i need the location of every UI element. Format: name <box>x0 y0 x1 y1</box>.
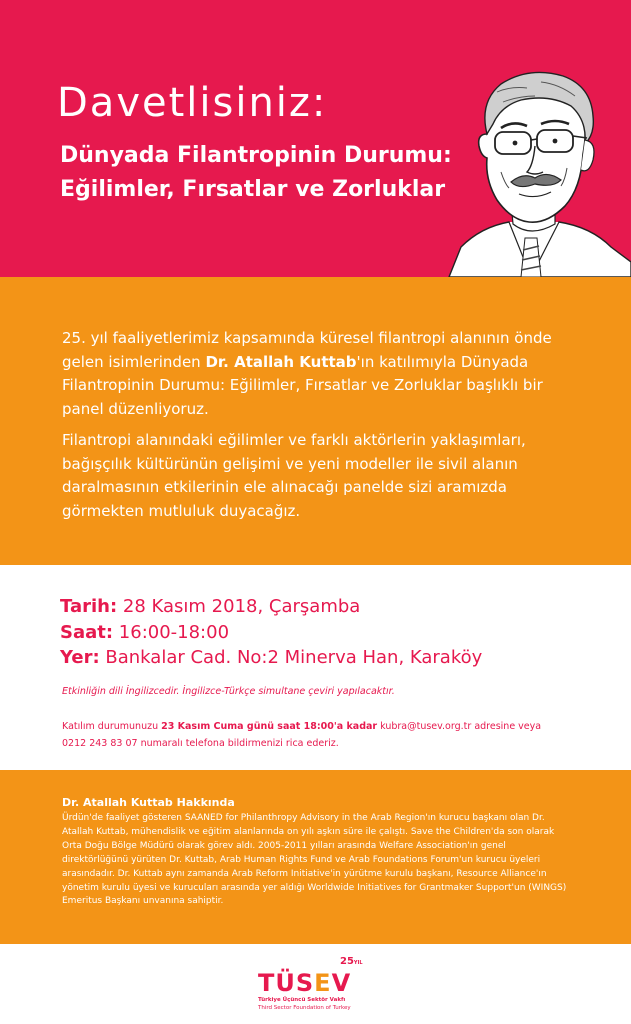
intro-text-before: 25. yıl faaliyetlerimiz kapsamında küresel filantropi alanının önde gelen isimlerinden <box>62 329 552 371</box>
event-subtitle <box>60 139 452 207</box>
logo-letter-u: Ü <box>275 969 296 997</box>
logo-org-tr: Türkiye Üçüncü Sektör Vakfı <box>258 997 346 1003</box>
speaker-name: Dr. Atallah Kuttab <box>205 352 357 371</box>
time-label: Saat: <box>60 622 114 643</box>
logo-letter-s: S <box>295 969 315 997</box>
logo-wordmark <box>258 969 351 997</box>
language-note: Etkinliğin dili İngilizcedir. İngilizce-Türkçe simultane çeviri yapılacaktır. <box>62 686 395 697</box>
intro-paragraph-1 <box>62 327 572 421</box>
intro-text-after: 'ın katılımıyla Dünyada Filantropinin Durumu: Eğilimler, Fırsatlar ve Zorluklar başlıklı bir panel düzenliyoruz. <box>62 352 543 418</box>
intro-paragraph-2: Filantropi alanındaki eğilimler ve farklı aktörlerin yaklaşımları, bağışçılık kültürünün gelişimi ve yeni modeller ile sivil alanın daralmasının etkilerinin ele alınacağı panelde sizi aramızda görmekten mutluluk duyacağız. <box>62 431 526 520</box>
page-title: Davetlisiniz: <box>57 80 328 126</box>
logo-letter-v: V <box>331 969 352 997</box>
time-value: 16:00-18:00 <box>113 622 230 643</box>
date-value: 28 Kasım 2018, Çarşamba <box>117 596 361 617</box>
about-heading: Dr. Atallah Kuttab Hakkında <box>62 796 235 809</box>
date-row <box>60 596 360 617</box>
logo-org-en: Third Sector Foundation of Turkey <box>258 1005 351 1011</box>
place-label: Yer: <box>60 647 100 668</box>
anniversary-number: 25 <box>340 956 354 967</box>
anniversary-badge <box>340 956 363 967</box>
logo-letter-e: E <box>314 969 332 997</box>
logo-letter-t: T <box>258 969 276 997</box>
place-value: Bankalar Cad. No:2 Minerva Han, Karaköy <box>99 647 483 668</box>
rsvp-note <box>62 718 562 752</box>
rsvp-text-after: kubra@tusev.org.tr adresine veya 0212 243 83 07 numaralı telefona bildirmenizi rica ederiz. <box>62 721 542 749</box>
tusev-logo <box>0 944 631 1024</box>
portrait-illustration <box>431 62 631 277</box>
about-section <box>0 770 631 944</box>
rsvp-text-before: Katılım durumunuzu <box>62 721 162 732</box>
subtitle-line-1: Dünyada Filantropinin Durumu: <box>60 143 452 168</box>
header-banner <box>0 0 631 277</box>
time-row <box>60 622 229 643</box>
intro-section <box>0 277 631 565</box>
anniversary-suffix: YIL <box>353 960 363 966</box>
date-label: Tarih: <box>60 596 118 617</box>
event-details <box>0 565 631 770</box>
place-row <box>60 647 482 668</box>
subtitle-line-2: Eğilimler, Fırsatlar ve Zorluklar <box>60 177 446 202</box>
about-body: Ürdün'de faaliyet gösteren SAANED for Philanthropy Advisory in the Arab Region'ın kurucu başkanı olan Dr. Atallah Kuttab, mühendislik ve eğitim alanlarında on yılı aşkın süre ile çalıştı. Save the Children'da son olarak Orta Doğu Bölge Müdürü olarak görev aldı. 2005-2011 yılları arasında Welfare Association'ın genel direktörlüğünü yürüten Dr. Kuttab, Arab Human Rights Fund ve Arab Foundations Forum'un kurucu üyeleri arasındadır. Dr. Kuttab aynı zamanda Arab Reform Initiative'in yürütme kurulu başkanı, Resource Alliance'ın yönetim kurulu üyesi ve kurucuları arasında yer aldığı Worldwide Initiatives for Grantmaker Support'un (WINGS) Emeritus Başkanı unvanına sahiptir. <box>62 813 567 907</box>
rsvp-deadline: 23 Kasım Cuma günü saat 18:00'a kadar <box>161 721 378 732</box>
